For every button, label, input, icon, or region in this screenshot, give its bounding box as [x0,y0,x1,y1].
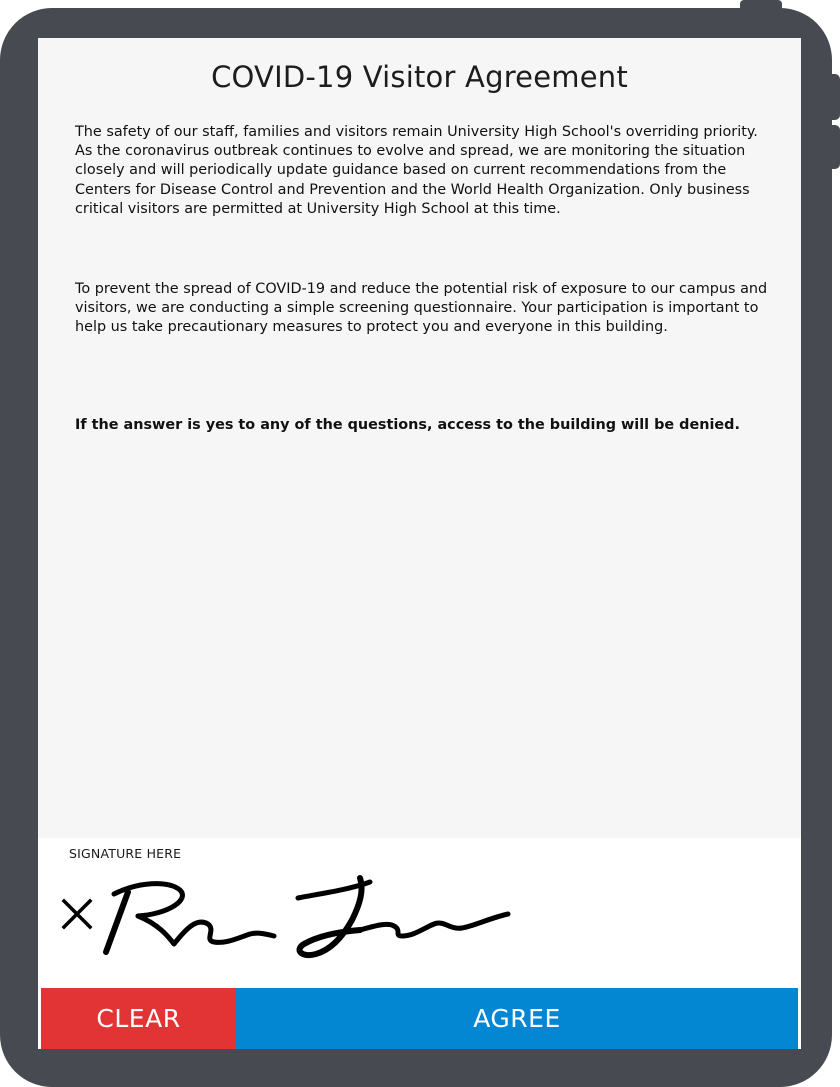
handwritten-signature-icon [98,874,518,964]
clear-button[interactable]: CLEAR [41,988,236,1049]
page-title: COVID-19 Visitor Agreement [211,60,628,94]
signature-label: SIGNATURE HERE [69,846,182,861]
action-bar [38,988,801,1049]
access-warning: If the answer is yes to any of the questions, access to the building will be denied. [75,417,740,433]
volume-down-button [826,125,840,169]
x-mark-icon [60,897,94,931]
power-button [740,0,782,12]
signature-pad[interactable] [38,838,801,988]
safety-paragraph: The safety of our staff, families and visitors remain University High School's overriding priority. As the coronavirus outbreak continues to evolve and spread, we are monitoring the situation closely and will periodically update guidance based on current recommendations from the Centers for Disease Control and Prevention and the World Health Organization. Only business critical visitors are permitted at University High School at this time. [75,124,758,217]
agreement-screen [38,38,801,1049]
agree-button[interactable]: AGREE [236,988,798,1049]
screening-paragraph: To prevent the spread of COVID-19 and reduce the potential risk of exposure to our campus and visitors, we are conducting a simple screening questionnaire. Your participation is important to help us take precautionary measures to protect you and everyone in this building. [75,281,768,336]
volume-up-button [826,74,840,120]
